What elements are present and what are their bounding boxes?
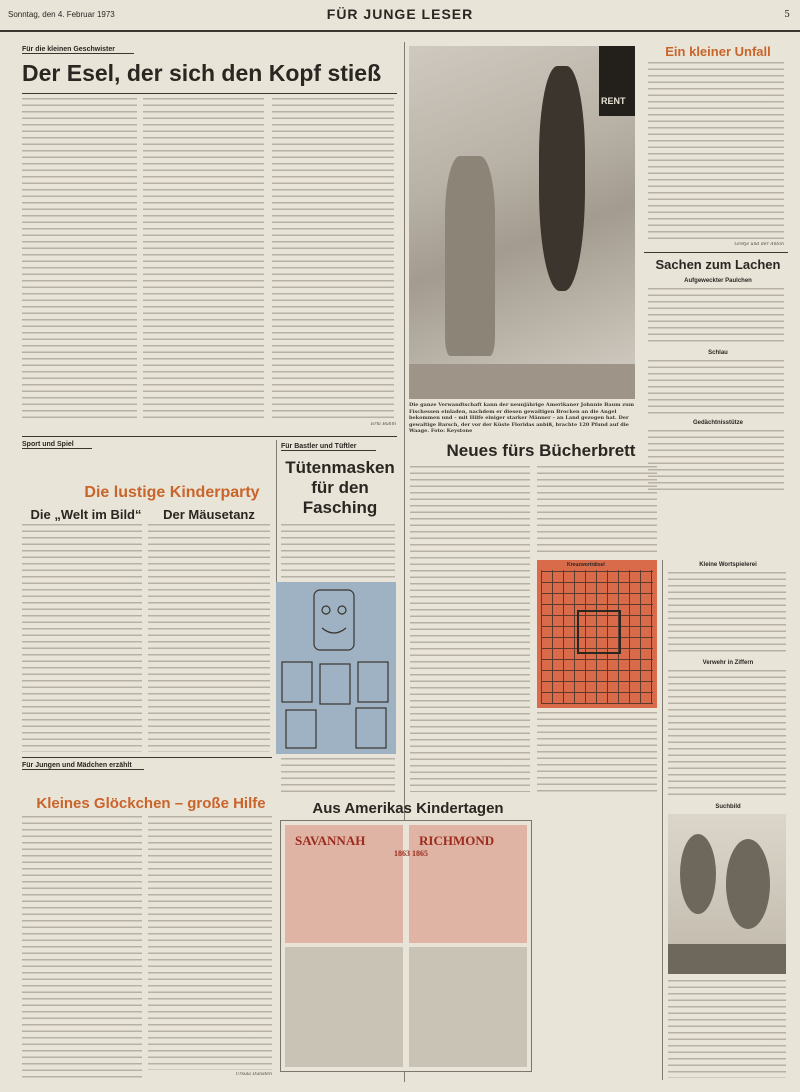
photo-credit: Foto: Keystone — [430, 428, 473, 434]
crossword-grid — [537, 560, 657, 708]
suchbild-image — [668, 814, 786, 974]
boy-figure — [445, 156, 495, 356]
poster-richmond — [409, 825, 527, 943]
unfall-poem — [648, 62, 784, 240]
masken-text-2 — [281, 758, 395, 792]
crossword-center — [577, 610, 621, 654]
party-title: Die lustige Kinderparty — [84, 484, 260, 501]
gloeckchen-column-2 — [148, 816, 272, 1070]
page-number: 5 — [784, 10, 790, 20]
esel-title: Der Esel, der sich den Kopf stieß — [22, 60, 382, 86]
crossword-label: Kreuzworträtsel — [567, 562, 605, 568]
ziffern-text — [668, 670, 786, 800]
tree-2 — [726, 839, 770, 929]
party-sub-1: Die „Welt im Bild“ — [30, 507, 142, 522]
buecher-column-1 — [410, 466, 530, 792]
esel-kicker: Für die kleinen Geschwister — [22, 46, 134, 54]
amerika-illustration — [280, 820, 532, 1072]
esel-column-1 — [22, 98, 137, 420]
buecher-title: Neues fürs Bücherbrett — [446, 441, 636, 460]
mask-1 — [314, 590, 354, 650]
crossword-clues — [537, 712, 657, 792]
lachen-text-2 — [648, 360, 784, 416]
party-kicker: Sport und Spiel — [22, 441, 92, 449]
masken-text — [281, 524, 395, 580]
page-title: FÜR JUNGE LESER — [326, 6, 474, 22]
masken-kicker: Für Bastler und Tüftler — [281, 443, 376, 451]
fishing-photo — [409, 46, 635, 399]
suchbild-drawing — [668, 814, 786, 974]
poster-savannah-title: SAVANNAH — [295, 833, 366, 848]
lachen-text-1 — [648, 288, 784, 346]
lachen-title: Sachen zum Lachen — [655, 257, 781, 272]
poster-letter-right — [409, 947, 527, 1067]
suchbild-text — [668, 980, 786, 1078]
masthead — [0, 0, 800, 32]
esel-column-2 — [143, 98, 264, 420]
ziffern-title: Verwehr in Ziffern — [702, 660, 754, 666]
lachen-rule — [644, 252, 788, 253]
amerika-title: Aus Amerikas Kindertagen — [312, 800, 504, 817]
issue-date: Sonntag, den 4. Februar 1973 — [8, 10, 115, 19]
party-column-2 — [148, 524, 270, 752]
esel-author: Erni Bühm — [370, 422, 396, 427]
dock — [409, 364, 635, 399]
lachen-sub-1: Aufgeweckter Paulchen — [684, 278, 752, 284]
mask-2 — [282, 662, 312, 702]
lachen-sub-2: Schlau — [708, 350, 728, 356]
esel-rule — [22, 93, 397, 94]
unfall-author: Gretje und der Anton — [734, 242, 784, 247]
rent-sign-text: RENT — [601, 96, 626, 106]
tree-1 — [680, 834, 716, 914]
gloeckchen-rule — [22, 757, 272, 758]
poster-years: 1863 1865 — [394, 849, 428, 858]
esel-column-3 — [272, 98, 394, 420]
suchbild-title: Suchbild — [715, 804, 741, 810]
poster-savannah — [285, 825, 403, 943]
poster-letter-left — [285, 947, 403, 1067]
gloeckchen-kicker: Für Jungen und Mädchen erzählt — [22, 762, 144, 770]
ground — [668, 944, 786, 974]
photo-caption-text: Die ganze Verwandtschaft kann der neunjährige Amerikaner Johnnie Baum zum Fischessen einladen, nachdem er diesen gewaltigen Brocken an die Angel bekommen und – mit Hilfe einiger starker Männer – an Land gezogen hat. Der gewaltige Barsch, der vor der Küste Floridas anbiß, brachte 120 Pfund auf die Waage. — [409, 402, 635, 434]
masken-title: Tütenmasken für den Fasching — [285, 458, 395, 517]
fish-shape — [539, 66, 585, 291]
rent-sign — [599, 46, 635, 116]
party-column-1 — [22, 524, 142, 752]
party-sub-2: Der Mäusetanz — [163, 507, 255, 522]
masks-illustration — [276, 582, 396, 754]
party-rule — [22, 436, 397, 437]
masks-drawing — [276, 582, 396, 754]
mask-3 — [320, 664, 350, 704]
right-divider — [662, 560, 663, 1080]
buecher-column-2 — [537, 466, 657, 556]
wortspiel-title: Kleine Wortspielerei — [699, 562, 757, 568]
lachen-sub-3: Gedächtnisstütze — [692, 420, 743, 426]
mask-6 — [356, 708, 386, 748]
unfall-title: Ein kleiner Unfall — [665, 44, 771, 59]
gloeckchen-author: Ursula Dunsten — [235, 1072, 272, 1077]
mask-4 — [358, 662, 388, 702]
gloeckchen-column-1 — [22, 816, 142, 1080]
wortspiel-text — [668, 572, 786, 656]
photo-caption — [409, 402, 635, 435]
gloeckchen-title: Kleines Glöckchen – große Hilfe — [36, 795, 266, 812]
poster-richmond-title: RICHMOND — [419, 833, 495, 848]
mask-5 — [286, 710, 316, 748]
lachen-text-3 — [648, 430, 784, 490]
